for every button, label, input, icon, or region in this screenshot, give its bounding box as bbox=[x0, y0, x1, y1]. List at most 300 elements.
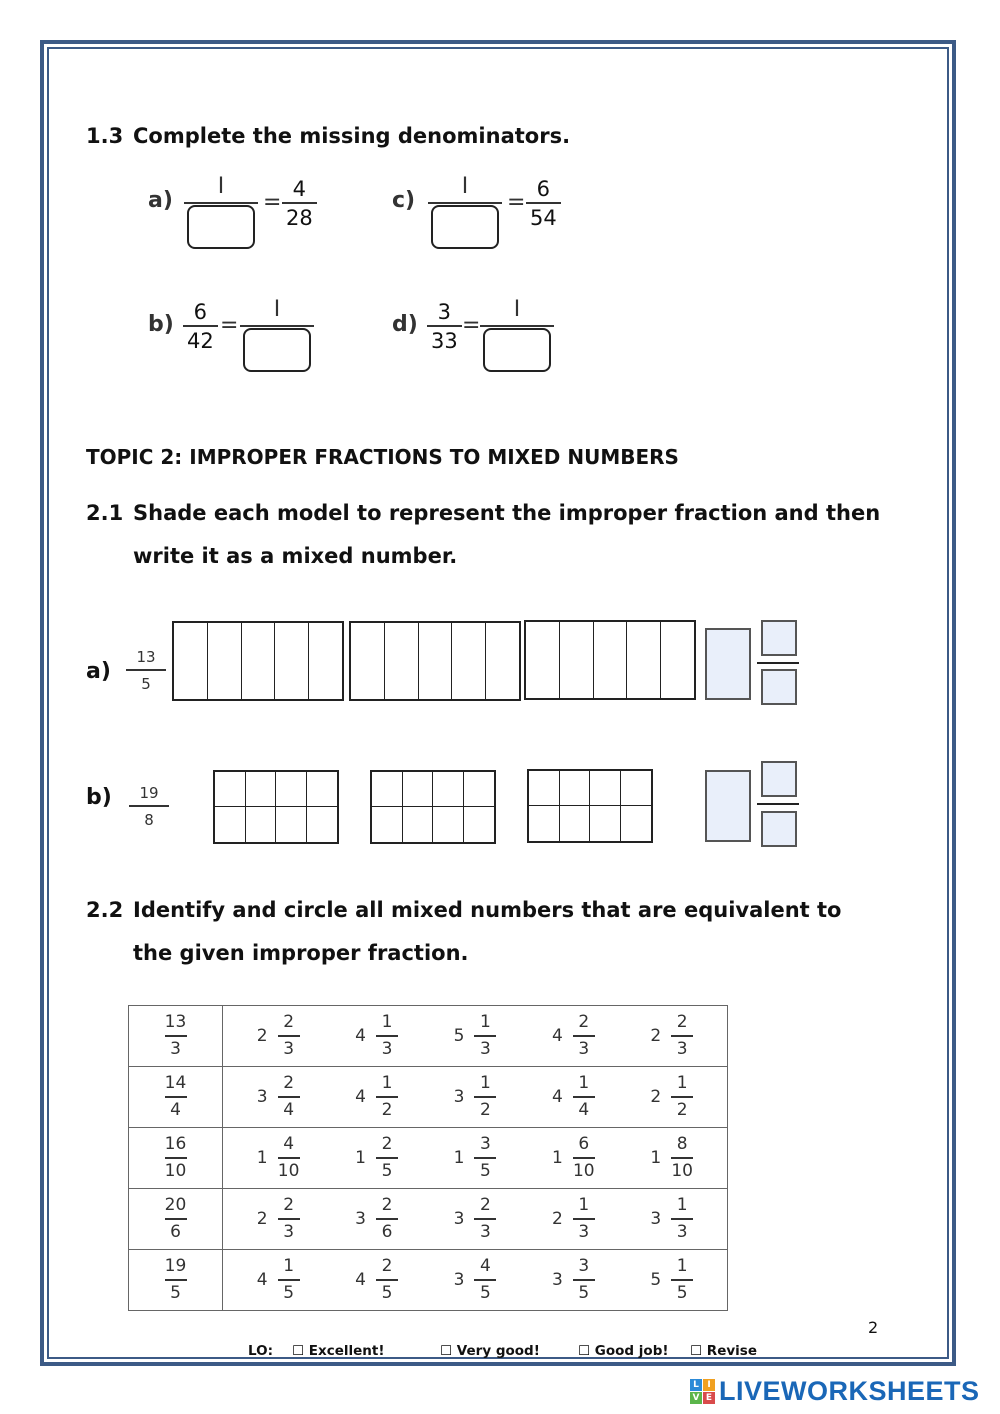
shade-cell[interactable] bbox=[215, 807, 246, 842]
numerator-input-a[interactable] bbox=[761, 620, 797, 656]
fraction-part bbox=[671, 1014, 693, 1058]
whole-number: 4 bbox=[355, 1026, 366, 1046]
mixed-number-option[interactable] bbox=[454, 1136, 497, 1180]
fraction-bar bbox=[376, 1157, 398, 1159]
improper-fraction bbox=[165, 1197, 187, 1241]
denominator: 10 bbox=[164, 1160, 187, 1181]
unknown-numerator: I bbox=[217, 174, 225, 199]
whole-number: 4 bbox=[256, 1270, 268, 1290]
lo-option-revise[interactable]: ☐ Revise bbox=[690, 1343, 757, 1359]
mixed-number-option[interactable] bbox=[552, 1075, 595, 1119]
improper-fraction-cell bbox=[129, 1128, 223, 1189]
numerator: 2 bbox=[283, 1012, 295, 1033]
shade-cell[interactable] bbox=[275, 623, 309, 699]
mixed-number-option[interactable] bbox=[257, 1136, 300, 1180]
shade-cell[interactable] bbox=[529, 771, 560, 806]
logo-letter: V bbox=[690, 1392, 702, 1404]
improper-fraction-b bbox=[129, 786, 169, 828]
shade-cell[interactable] bbox=[560, 771, 591, 806]
denominator: 54 bbox=[530, 206, 557, 230]
numerator: 2 bbox=[283, 1073, 295, 1094]
fraction-model-grid bbox=[213, 770, 339, 844]
numerator: 1 bbox=[283, 1256, 295, 1277]
lo-option-good-job[interactable]: ☐ Good job! bbox=[578, 1343, 669, 1359]
lo-option-excellent[interactable]: ☐ Excellent! bbox=[292, 1343, 385, 1359]
given-fraction-c bbox=[526, 177, 561, 229]
denominator: 4 bbox=[578, 1099, 590, 1120]
numerator: 1 bbox=[381, 1073, 393, 1094]
fraction-part bbox=[474, 1197, 496, 1241]
whole-number: 1 bbox=[256, 1148, 268, 1168]
mixed-number-option[interactable] bbox=[355, 1136, 398, 1180]
question-number-2-2: 2.2 bbox=[86, 898, 124, 922]
table-row bbox=[129, 1250, 728, 1311]
fraction-bar bbox=[376, 1096, 398, 1098]
denominator: 10 bbox=[277, 1160, 300, 1181]
numerator: 1 bbox=[676, 1195, 688, 1216]
fraction-bar bbox=[165, 1279, 187, 1281]
fraction-bar bbox=[165, 1218, 187, 1220]
whole-number: 4 bbox=[355, 1270, 366, 1290]
mixed-options-cell bbox=[223, 1189, 728, 1250]
whole-number: 5 bbox=[453, 1026, 465, 1046]
shade-cell[interactable] bbox=[309, 623, 342, 699]
given-fraction-b bbox=[183, 300, 218, 352]
fraction-bar bbox=[671, 1096, 693, 1098]
table-row bbox=[129, 1189, 728, 1250]
fraction-bar bbox=[474, 1279, 496, 1281]
equivalence-table bbox=[128, 1005, 728, 1311]
fraction-part bbox=[474, 1014, 496, 1058]
numerator: 6 bbox=[536, 177, 551, 201]
shade-cell[interactable] bbox=[307, 772, 338, 807]
shade-cell[interactable] bbox=[464, 772, 495, 807]
shade-cell[interactable] bbox=[433, 807, 464, 842]
whole-number: 3 bbox=[453, 1209, 465, 1229]
shade-cell[interactable] bbox=[215, 772, 246, 807]
numerator: 19 bbox=[139, 784, 159, 802]
unknown-numerator: I bbox=[513, 297, 521, 322]
numerator: 2 bbox=[479, 1195, 491, 1216]
fraction-part bbox=[671, 1075, 693, 1119]
numerator: 1 bbox=[676, 1073, 688, 1094]
shade-cell[interactable] bbox=[419, 623, 453, 699]
denominator: 10 bbox=[671, 1160, 693, 1181]
whole-number-input-a[interactable] bbox=[705, 628, 751, 700]
improper-fraction bbox=[165, 1258, 187, 1302]
whole-number: 1 bbox=[355, 1148, 366, 1168]
fraction-part bbox=[376, 1258, 398, 1302]
whole-number: 3 bbox=[256, 1087, 268, 1107]
mixed-number-option[interactable] bbox=[454, 1197, 497, 1241]
shade-cell[interactable] bbox=[486, 623, 519, 699]
numerator: 2 bbox=[578, 1012, 590, 1033]
shade-cell[interactable] bbox=[621, 806, 652, 841]
fraction-model-grid bbox=[527, 769, 653, 843]
fraction-bar bbox=[573, 1218, 595, 1220]
mixed-options-cell bbox=[223, 1250, 728, 1311]
mixed-number-option[interactable] bbox=[355, 1197, 398, 1241]
fraction-model-bar bbox=[349, 621, 521, 701]
mixed-options-cell bbox=[223, 1006, 728, 1067]
fraction-model-bar bbox=[172, 621, 344, 701]
denominator: 3 bbox=[676, 1221, 688, 1242]
mixed-number-option[interactable] bbox=[552, 1258, 595, 1302]
denominator: 8 bbox=[144, 810, 154, 829]
whole-number: 4 bbox=[355, 1087, 366, 1107]
fraction-bar bbox=[474, 1035, 496, 1037]
denominator: 5 bbox=[578, 1282, 590, 1303]
question-text-2-1-line1: Shade each model to represent the improper fraction and then bbox=[133, 501, 881, 525]
denominator: 3 bbox=[381, 1038, 393, 1059]
equals-sign: = bbox=[220, 313, 239, 338]
fraction-part bbox=[573, 1197, 595, 1241]
mixed-number-option[interactable] bbox=[257, 1014, 300, 1058]
fraction-part bbox=[671, 1136, 693, 1180]
denominator: 3 bbox=[170, 1038, 181, 1059]
denominator: 2 bbox=[479, 1099, 491, 1120]
shade-cell[interactable] bbox=[246, 772, 277, 807]
denominator: 5 bbox=[676, 1282, 688, 1303]
numerator: 2 bbox=[381, 1134, 393, 1155]
fraction-bar bbox=[184, 202, 258, 204]
fraction-bar bbox=[278, 1279, 300, 1281]
fraction-bar bbox=[573, 1279, 595, 1281]
fraction-bar bbox=[278, 1218, 300, 1220]
whole-number: 3 bbox=[453, 1270, 465, 1290]
fraction-part bbox=[671, 1258, 693, 1302]
shade-cell[interactable] bbox=[529, 806, 560, 841]
whole-number: 2 bbox=[650, 1026, 662, 1046]
mixed-number-option[interactable] bbox=[552, 1197, 595, 1241]
fraction-bar bbox=[376, 1279, 398, 1281]
shade-cell[interactable] bbox=[621, 771, 652, 806]
numerator: 13 bbox=[136, 648, 156, 666]
shade-cell[interactable] bbox=[351, 623, 385, 699]
fraction-bar bbox=[671, 1157, 693, 1159]
fraction-bar bbox=[376, 1218, 398, 1220]
unknown-fraction-b bbox=[240, 299, 314, 327]
fraction-bar bbox=[165, 1096, 187, 1098]
fraction-bar bbox=[671, 1218, 693, 1220]
mixed-number-option[interactable] bbox=[454, 1075, 497, 1119]
fraction-part bbox=[573, 1258, 595, 1302]
fraction-model-bar bbox=[524, 620, 696, 700]
denominator: 5 bbox=[479, 1160, 491, 1181]
shade-cell[interactable] bbox=[276, 807, 307, 842]
whole-number: 5 bbox=[650, 1270, 662, 1290]
shade-cell[interactable] bbox=[174, 623, 208, 699]
question-text-2-1-line2: write it as a mixed number. bbox=[133, 544, 458, 568]
numerator: 4 bbox=[479, 1256, 491, 1277]
fraction-bar bbox=[480, 325, 554, 327]
equals-sign: = bbox=[462, 313, 481, 338]
mixed-number-option[interactable] bbox=[454, 1014, 497, 1058]
shade-cell[interactable] bbox=[661, 622, 694, 698]
fraction-bar bbox=[428, 202, 502, 204]
mixed-number-option[interactable] bbox=[257, 1197, 300, 1241]
fraction-part bbox=[474, 1075, 496, 1119]
improper-fraction-cell bbox=[129, 1250, 223, 1311]
mixed-number-option[interactable] bbox=[257, 1258, 300, 1302]
denominator-input-b[interactable] bbox=[243, 328, 311, 372]
mixed-options-cell bbox=[223, 1128, 728, 1189]
mixed-number-option[interactable] bbox=[650, 1197, 693, 1241]
numerator: 3 bbox=[578, 1256, 590, 1277]
question-text-2-2-line1: Identify and circle all mixed numbers that are equivalent to bbox=[133, 898, 842, 922]
equals-sign: = bbox=[507, 190, 526, 215]
question-heading-1-3: Complete the missing denominators. bbox=[133, 124, 571, 148]
mixed-number-option[interactable] bbox=[650, 1258, 693, 1302]
numerator: 2 bbox=[676, 1012, 688, 1033]
shade-cell[interactable] bbox=[433, 772, 464, 807]
logo-letter: E bbox=[703, 1392, 715, 1404]
lo-option-very-good[interactable]: ☐ Very good! bbox=[440, 1343, 540, 1359]
whole-number: 1 bbox=[551, 1148, 563, 1168]
numerator: 4 bbox=[283, 1134, 295, 1155]
denominator: 3 bbox=[479, 1038, 491, 1059]
equals-sign: = bbox=[263, 190, 282, 215]
fraction-bar bbox=[129, 805, 169, 807]
fraction-bar bbox=[474, 1157, 496, 1159]
fraction-bar bbox=[573, 1096, 595, 1098]
denominator: 5 bbox=[141, 674, 151, 693]
mixed-number-option[interactable] bbox=[650, 1136, 693, 1180]
denominator: 3 bbox=[578, 1221, 590, 1242]
shade-cell[interactable] bbox=[560, 806, 591, 841]
whole-number: 2 bbox=[650, 1087, 662, 1107]
numerator: 2 bbox=[283, 1195, 295, 1216]
whole-number: 3 bbox=[551, 1270, 563, 1290]
fraction-part bbox=[474, 1258, 496, 1302]
unknown-numerator: I bbox=[461, 174, 469, 199]
fraction-part bbox=[278, 1197, 300, 1241]
fraction-bar bbox=[757, 662, 799, 664]
fraction-bar bbox=[165, 1157, 187, 1159]
denominator-input-d[interactable] bbox=[483, 328, 551, 372]
unknown-fraction-a bbox=[184, 176, 258, 204]
whole-number: 2 bbox=[256, 1026, 268, 1046]
mixed-number-option[interactable] bbox=[454, 1258, 497, 1302]
fraction-part bbox=[474, 1136, 496, 1180]
numerator: 3 bbox=[437, 300, 452, 324]
lo-label: LO: bbox=[248, 1343, 273, 1359]
mixed-options-cell bbox=[223, 1067, 728, 1128]
mixed-number-option[interactable] bbox=[650, 1075, 693, 1119]
mixed-number-option[interactable] bbox=[355, 1075, 398, 1119]
denominator: 5 bbox=[283, 1282, 295, 1303]
numerator: 4 bbox=[292, 177, 307, 201]
denominator-input-a[interactable] bbox=[761, 669, 797, 705]
denominator: 3 bbox=[283, 1221, 295, 1242]
fraction-part bbox=[671, 1197, 693, 1241]
fraction-bar bbox=[573, 1035, 595, 1037]
numerator: 2 bbox=[381, 1256, 393, 1277]
fraction-part bbox=[278, 1075, 300, 1119]
liveworksheets-wordmark: LIVEWORKSHEETS bbox=[719, 1376, 980, 1406]
numerator: 14 bbox=[164, 1073, 187, 1094]
question-number-1-3: 1.3 bbox=[86, 124, 124, 148]
denominator: 3 bbox=[283, 1038, 295, 1059]
improper-fraction-cell bbox=[129, 1067, 223, 1128]
mixed-number-option[interactable] bbox=[650, 1014, 693, 1058]
whole-number: 4 bbox=[551, 1087, 563, 1107]
whole-number: 2 bbox=[256, 1209, 268, 1229]
denominator: 6 bbox=[170, 1221, 181, 1242]
question-number-2-1: 2.1 bbox=[86, 501, 124, 525]
shade-cell[interactable] bbox=[307, 807, 338, 842]
denominator: 5 bbox=[170, 1282, 181, 1303]
denominator: 28 bbox=[286, 206, 313, 230]
improper-fraction bbox=[165, 1014, 187, 1058]
improper-fraction bbox=[165, 1136, 187, 1180]
numerator: 1 bbox=[676, 1256, 688, 1277]
item-label-d: d) bbox=[392, 312, 418, 337]
liveworksheets-brand bbox=[690, 1376, 980, 1407]
given-fraction-d bbox=[427, 300, 462, 352]
numerator: 8 bbox=[676, 1134, 688, 1155]
numerator: 1 bbox=[578, 1073, 590, 1094]
shade-cell[interactable] bbox=[403, 772, 434, 807]
improper-fraction-cell bbox=[129, 1006, 223, 1067]
whole-number: 1 bbox=[650, 1148, 662, 1168]
fraction-bar bbox=[278, 1035, 300, 1037]
denominator: 5 bbox=[381, 1282, 393, 1303]
fraction-bar bbox=[376, 1035, 398, 1037]
fraction-part bbox=[278, 1014, 300, 1058]
numerator: 13 bbox=[164, 1012, 187, 1033]
denominator: 3 bbox=[676, 1038, 688, 1059]
fraction-bar bbox=[573, 1157, 595, 1159]
mixed-number-option[interactable] bbox=[257, 1075, 300, 1119]
numerator-input-b[interactable] bbox=[761, 761, 797, 797]
improper-fraction bbox=[165, 1075, 187, 1119]
whole-number: 3 bbox=[355, 1209, 366, 1229]
denominator-input-b[interactable] bbox=[761, 811, 797, 847]
fraction-part bbox=[376, 1136, 398, 1180]
denominator: 33 bbox=[431, 329, 458, 353]
whole-number-input-b[interactable] bbox=[705, 770, 751, 842]
mixed-number-option[interactable] bbox=[552, 1014, 595, 1058]
denominator: 2 bbox=[381, 1099, 393, 1120]
denominator: 5 bbox=[479, 1282, 491, 1303]
mixed-number-option[interactable] bbox=[552, 1136, 595, 1180]
improper-fraction-a bbox=[126, 650, 166, 692]
denominator: 5 bbox=[381, 1160, 393, 1181]
unknown-fraction-c bbox=[428, 176, 502, 204]
mixed-number-option[interactable] bbox=[355, 1258, 398, 1302]
fraction-model-grid bbox=[370, 770, 496, 844]
fraction-bar bbox=[126, 669, 166, 671]
shade-cell[interactable] bbox=[452, 623, 486, 699]
fraction-part bbox=[278, 1136, 300, 1180]
mixed-number-option[interactable] bbox=[355, 1014, 398, 1058]
numerator: 6 bbox=[578, 1134, 590, 1155]
denominator-input-c[interactable] bbox=[431, 205, 499, 249]
fraction-part bbox=[573, 1014, 595, 1058]
liveworksheets-logo-icon bbox=[690, 1379, 715, 1404]
item-label-a: a) bbox=[148, 188, 173, 213]
shade-cell[interactable] bbox=[208, 623, 242, 699]
item-label-b: b) bbox=[148, 312, 174, 337]
shade-cell[interactable] bbox=[372, 772, 403, 807]
numerator: 1 bbox=[479, 1012, 491, 1033]
whole-number: 2 bbox=[551, 1209, 563, 1229]
fraction-bar bbox=[278, 1157, 300, 1159]
model-label-b: b) bbox=[86, 785, 112, 810]
unknown-numerator: I bbox=[273, 297, 281, 322]
denominator: 10 bbox=[572, 1160, 595, 1181]
logo-letter: I bbox=[703, 1379, 715, 1391]
denominator: 6 bbox=[381, 1221, 393, 1242]
numerator: 1 bbox=[479, 1073, 491, 1094]
denominator-input-a[interactable] bbox=[187, 205, 255, 249]
shade-cell[interactable] bbox=[242, 623, 276, 699]
numerator: 2 bbox=[381, 1195, 393, 1216]
fraction-bar bbox=[671, 1035, 693, 1037]
fraction-part bbox=[376, 1075, 398, 1119]
improper-fraction-cell bbox=[129, 1189, 223, 1250]
denominator: 2 bbox=[676, 1099, 688, 1120]
fraction-part bbox=[573, 1136, 595, 1180]
numerator: 3 bbox=[479, 1134, 491, 1155]
question-text-2-2-line2: the given improper fraction. bbox=[133, 941, 469, 965]
fraction-part bbox=[573, 1075, 595, 1119]
logo-letter: L bbox=[690, 1379, 702, 1391]
numerator: 6 bbox=[193, 300, 208, 324]
table-row bbox=[129, 1067, 728, 1128]
table-row bbox=[129, 1128, 728, 1189]
fraction-bar bbox=[474, 1096, 496, 1098]
given-fraction-a bbox=[282, 177, 317, 229]
denominator: 4 bbox=[283, 1099, 295, 1120]
fraction-bar bbox=[474, 1218, 496, 1220]
whole-number: 3 bbox=[650, 1209, 662, 1229]
numerator: 1 bbox=[578, 1195, 590, 1216]
shade-cell[interactable] bbox=[627, 622, 661, 698]
denominator: 3 bbox=[479, 1221, 491, 1242]
model-label-a: a) bbox=[86, 659, 111, 684]
shade-cell[interactable] bbox=[276, 772, 307, 807]
shade-cell[interactable] bbox=[526, 622, 560, 698]
numerator: 19 bbox=[164, 1256, 187, 1277]
shade-cell[interactable] bbox=[560, 622, 594, 698]
whole-number: 1 bbox=[453, 1148, 465, 1168]
shade-cell[interactable] bbox=[594, 622, 628, 698]
denominator: 3 bbox=[578, 1038, 590, 1059]
fraction-part bbox=[278, 1258, 300, 1302]
shade-cell[interactable] bbox=[464, 807, 495, 842]
item-label-c: c) bbox=[392, 188, 416, 213]
shade-cell[interactable] bbox=[385, 623, 419, 699]
fraction-part bbox=[376, 1014, 398, 1058]
denominator: 4 bbox=[170, 1099, 181, 1120]
table-row bbox=[129, 1006, 728, 1067]
fraction-bar bbox=[165, 1035, 187, 1037]
fraction-bar bbox=[757, 803, 799, 805]
denominator: 42 bbox=[187, 329, 214, 353]
shade-cell[interactable] bbox=[403, 807, 434, 842]
fraction-bar bbox=[671, 1279, 693, 1281]
shade-cell[interactable] bbox=[590, 771, 621, 806]
shade-cell[interactable] bbox=[372, 807, 403, 842]
whole-number: 3 bbox=[453, 1087, 465, 1107]
shade-cell[interactable] bbox=[590, 806, 621, 841]
page-number: 2 bbox=[868, 1318, 879, 1337]
fraction-bar bbox=[278, 1096, 300, 1098]
shade-cell[interactable] bbox=[246, 807, 277, 842]
numerator: 16 bbox=[164, 1134, 187, 1155]
